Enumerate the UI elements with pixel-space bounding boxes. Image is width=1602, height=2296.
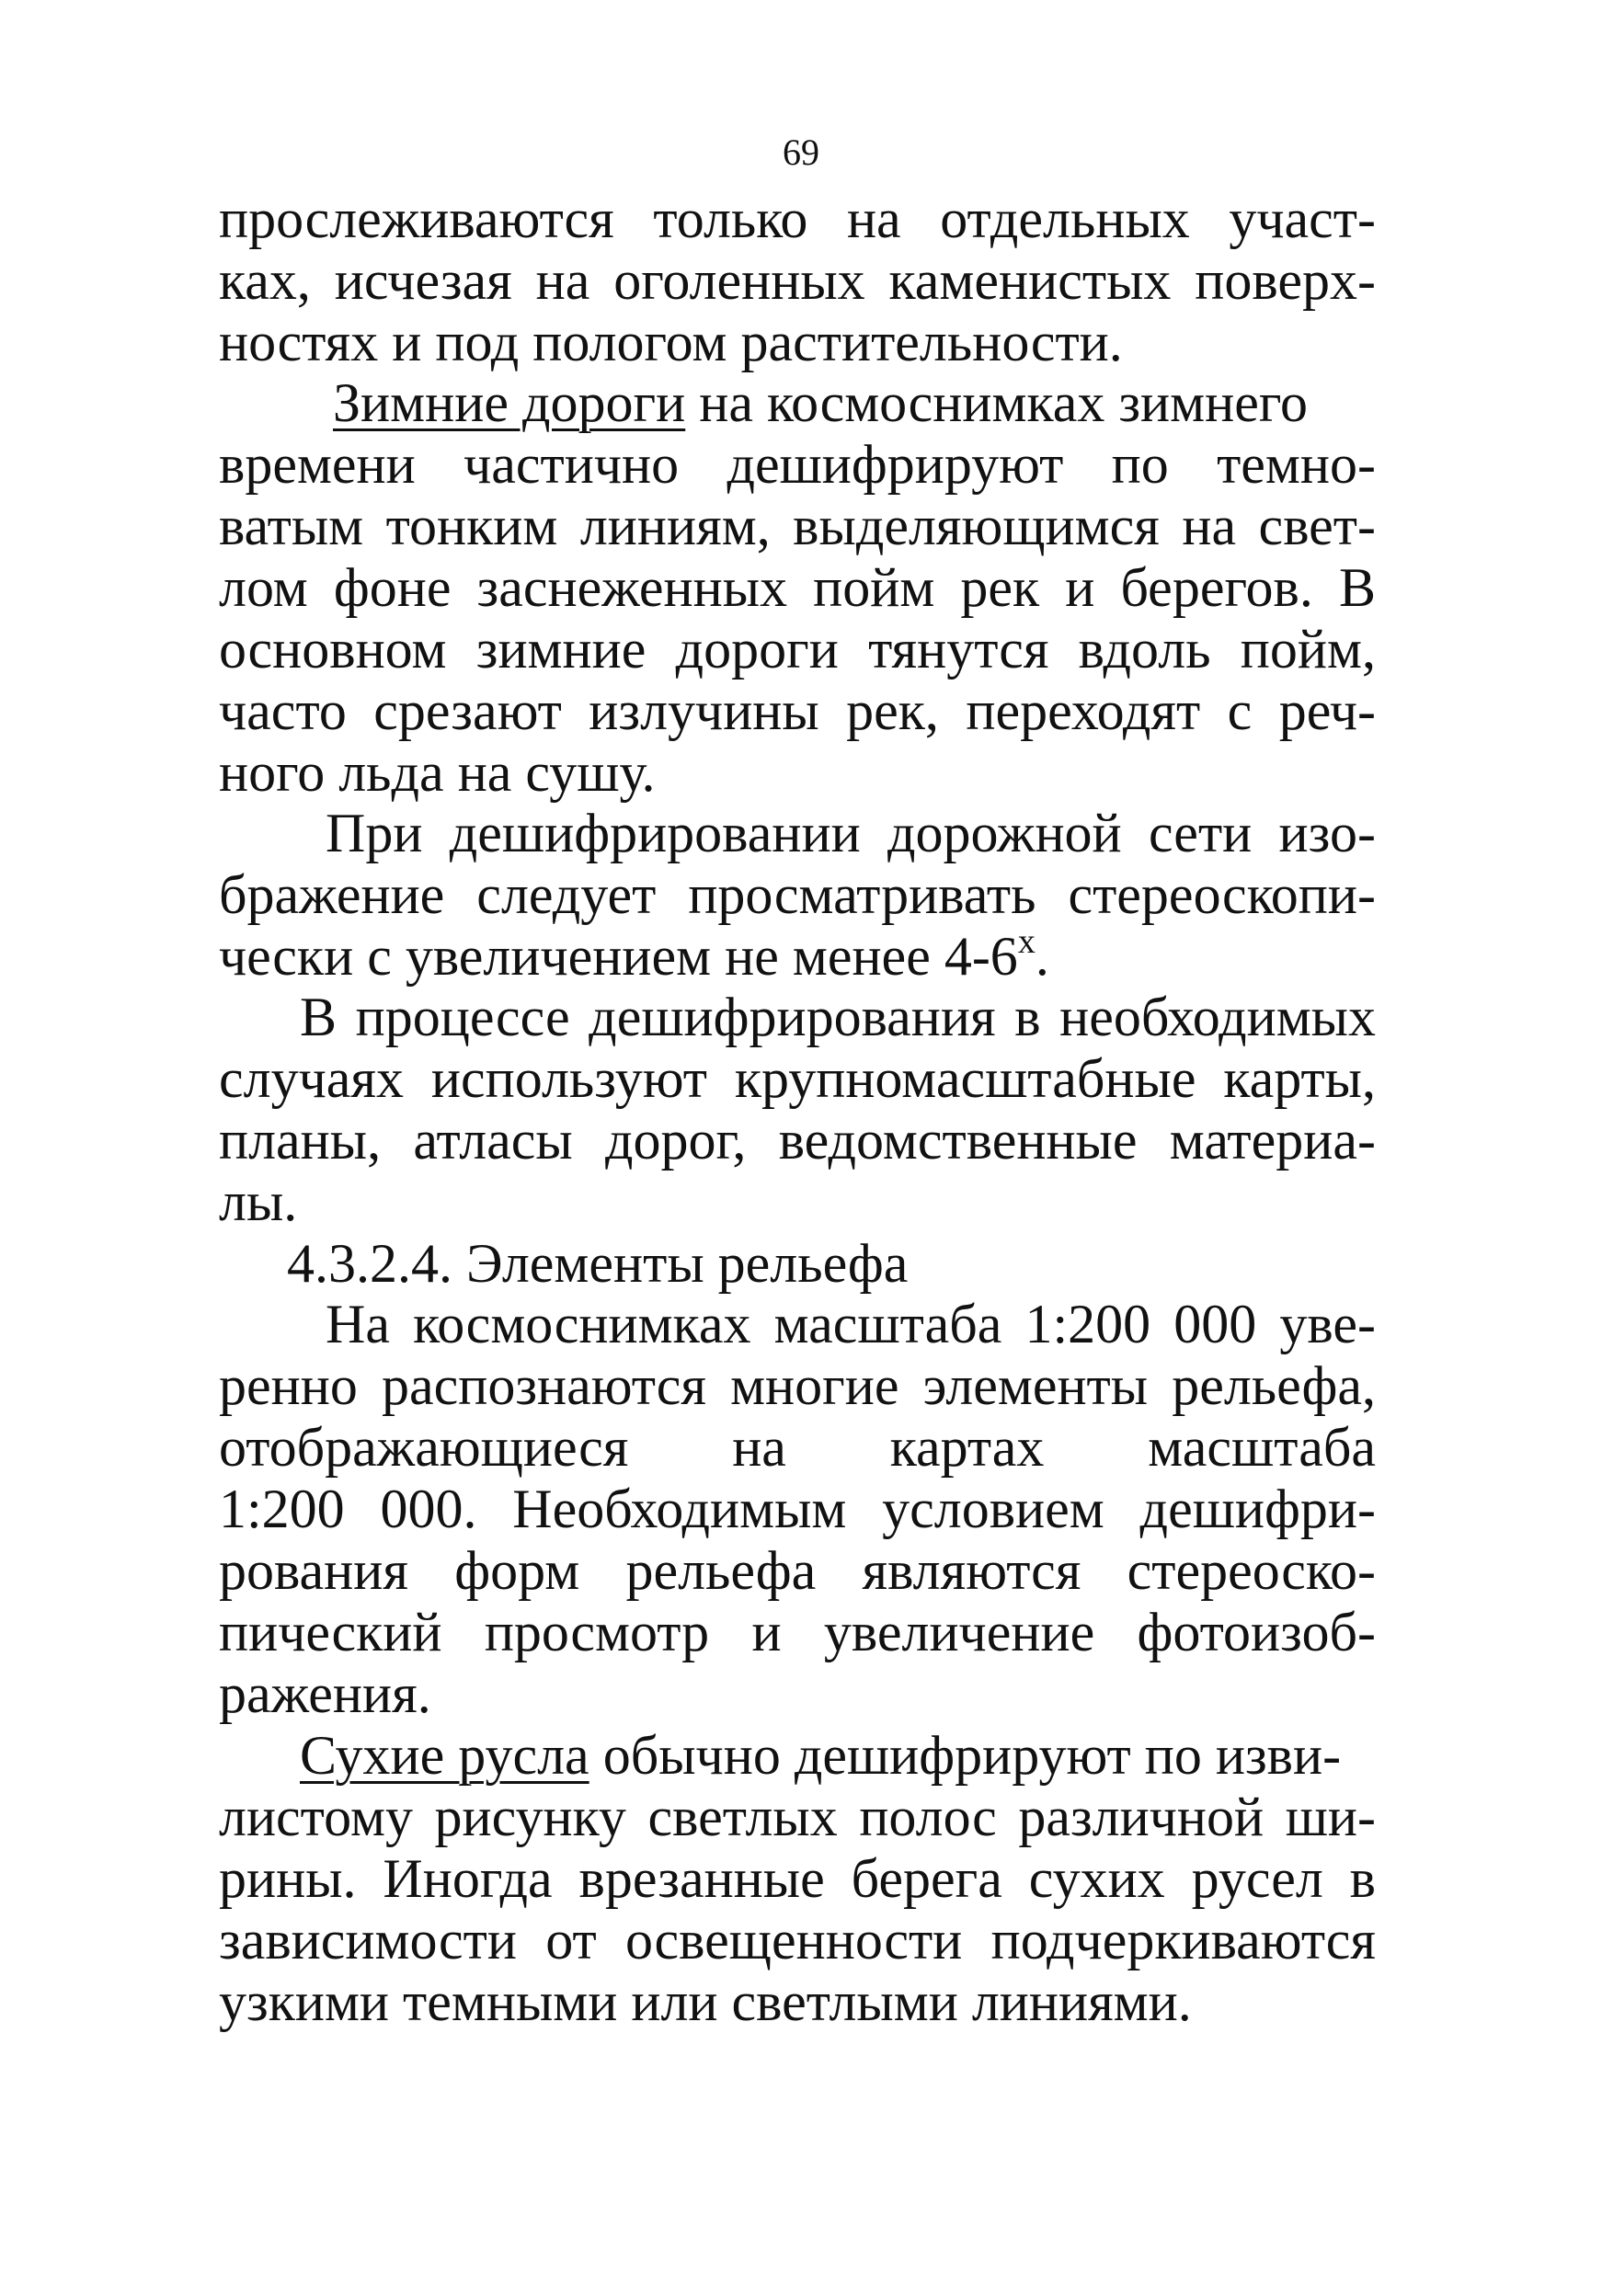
text-line: случаях используют крупномасштабные карты, (219, 1048, 1376, 1109)
text-line: В процессе дешифрирования в необходимых (300, 987, 1376, 1047)
text-line: основном зимние дороги тянутся вдоль пойм, (219, 619, 1376, 680)
text-line: рования форм рельефа являются стереоско- (219, 1540, 1376, 1601)
text-line: При дешифрировании дорожной сети изо- (326, 803, 1376, 863)
page-number: 69 (783, 131, 819, 173)
superscript: х (1017, 922, 1036, 961)
text-line: планы, атласы дорог, ведомственные материа- (219, 1110, 1376, 1171)
text-fragment: чески с увеличением не менее 4-6 (219, 926, 1018, 987)
text-line: ного льда на сушу. (219, 742, 656, 803)
text-line (300, 1724, 1376, 1787)
text-line: прослеживаются только на отдельных участ- (219, 188, 1376, 249)
text-line: 1:200 000. Необходимым условием дешифри- (219, 1479, 1376, 1539)
text-line: ражения. (219, 1663, 431, 1724)
text-line (219, 922, 1376, 988)
text-fragment: . (1035, 926, 1049, 987)
text-line: лы. (219, 1171, 298, 1232)
text-line: зависимости от освещенности подчеркиваются (219, 1910, 1376, 1970)
text-fragment: обычно дешифрируют по изви- (589, 1725, 1342, 1786)
section-heading: 4.3.2.4. Элементы рельефа (287, 1233, 909, 1294)
text-fragment: на космоснимках зимнего (685, 372, 1308, 433)
text-line: часто срезают излучины рек, переходят с реч- (219, 680, 1376, 741)
text-line: ностях и под пологом растительности. (219, 312, 1123, 372)
text-line (333, 371, 1376, 434)
text-line: ватым тонким линиям, выделяющимся на свет- (219, 496, 1376, 556)
term-winter-roads: Зимние дороги (333, 372, 686, 433)
text-line: отображающиеся на картах масштаба (219, 1417, 1376, 1478)
term-dry-riverbeds: Сухие русла (300, 1725, 589, 1786)
text-line: рины. Иногда врезанные берега сухих русел в (219, 1848, 1376, 1909)
text-line: листому рисунку светлых полос различной ши- (219, 1787, 1376, 1847)
text-line: лом фоне заснеженных пойм рек и берегов. В (219, 557, 1376, 618)
text-line: На космоснимках масштаба 1:200 000 уве- (326, 1294, 1376, 1354)
text-line: узкими темными или светлыми линиями. (219, 1971, 1192, 2032)
text-line: бражение следует просматривать стереоскопи- (219, 864, 1376, 925)
text-line: пический просмотр и увеличение фотоизоб- (219, 1602, 1376, 1662)
text-line: времени частично дешифрируют по темно- (219, 434, 1376, 495)
text-line: ках, исчезая на оголенных каменистых поверх- (219, 250, 1376, 311)
text-line: ренно распознаются многие элементы рельефа, (219, 1355, 1376, 1416)
